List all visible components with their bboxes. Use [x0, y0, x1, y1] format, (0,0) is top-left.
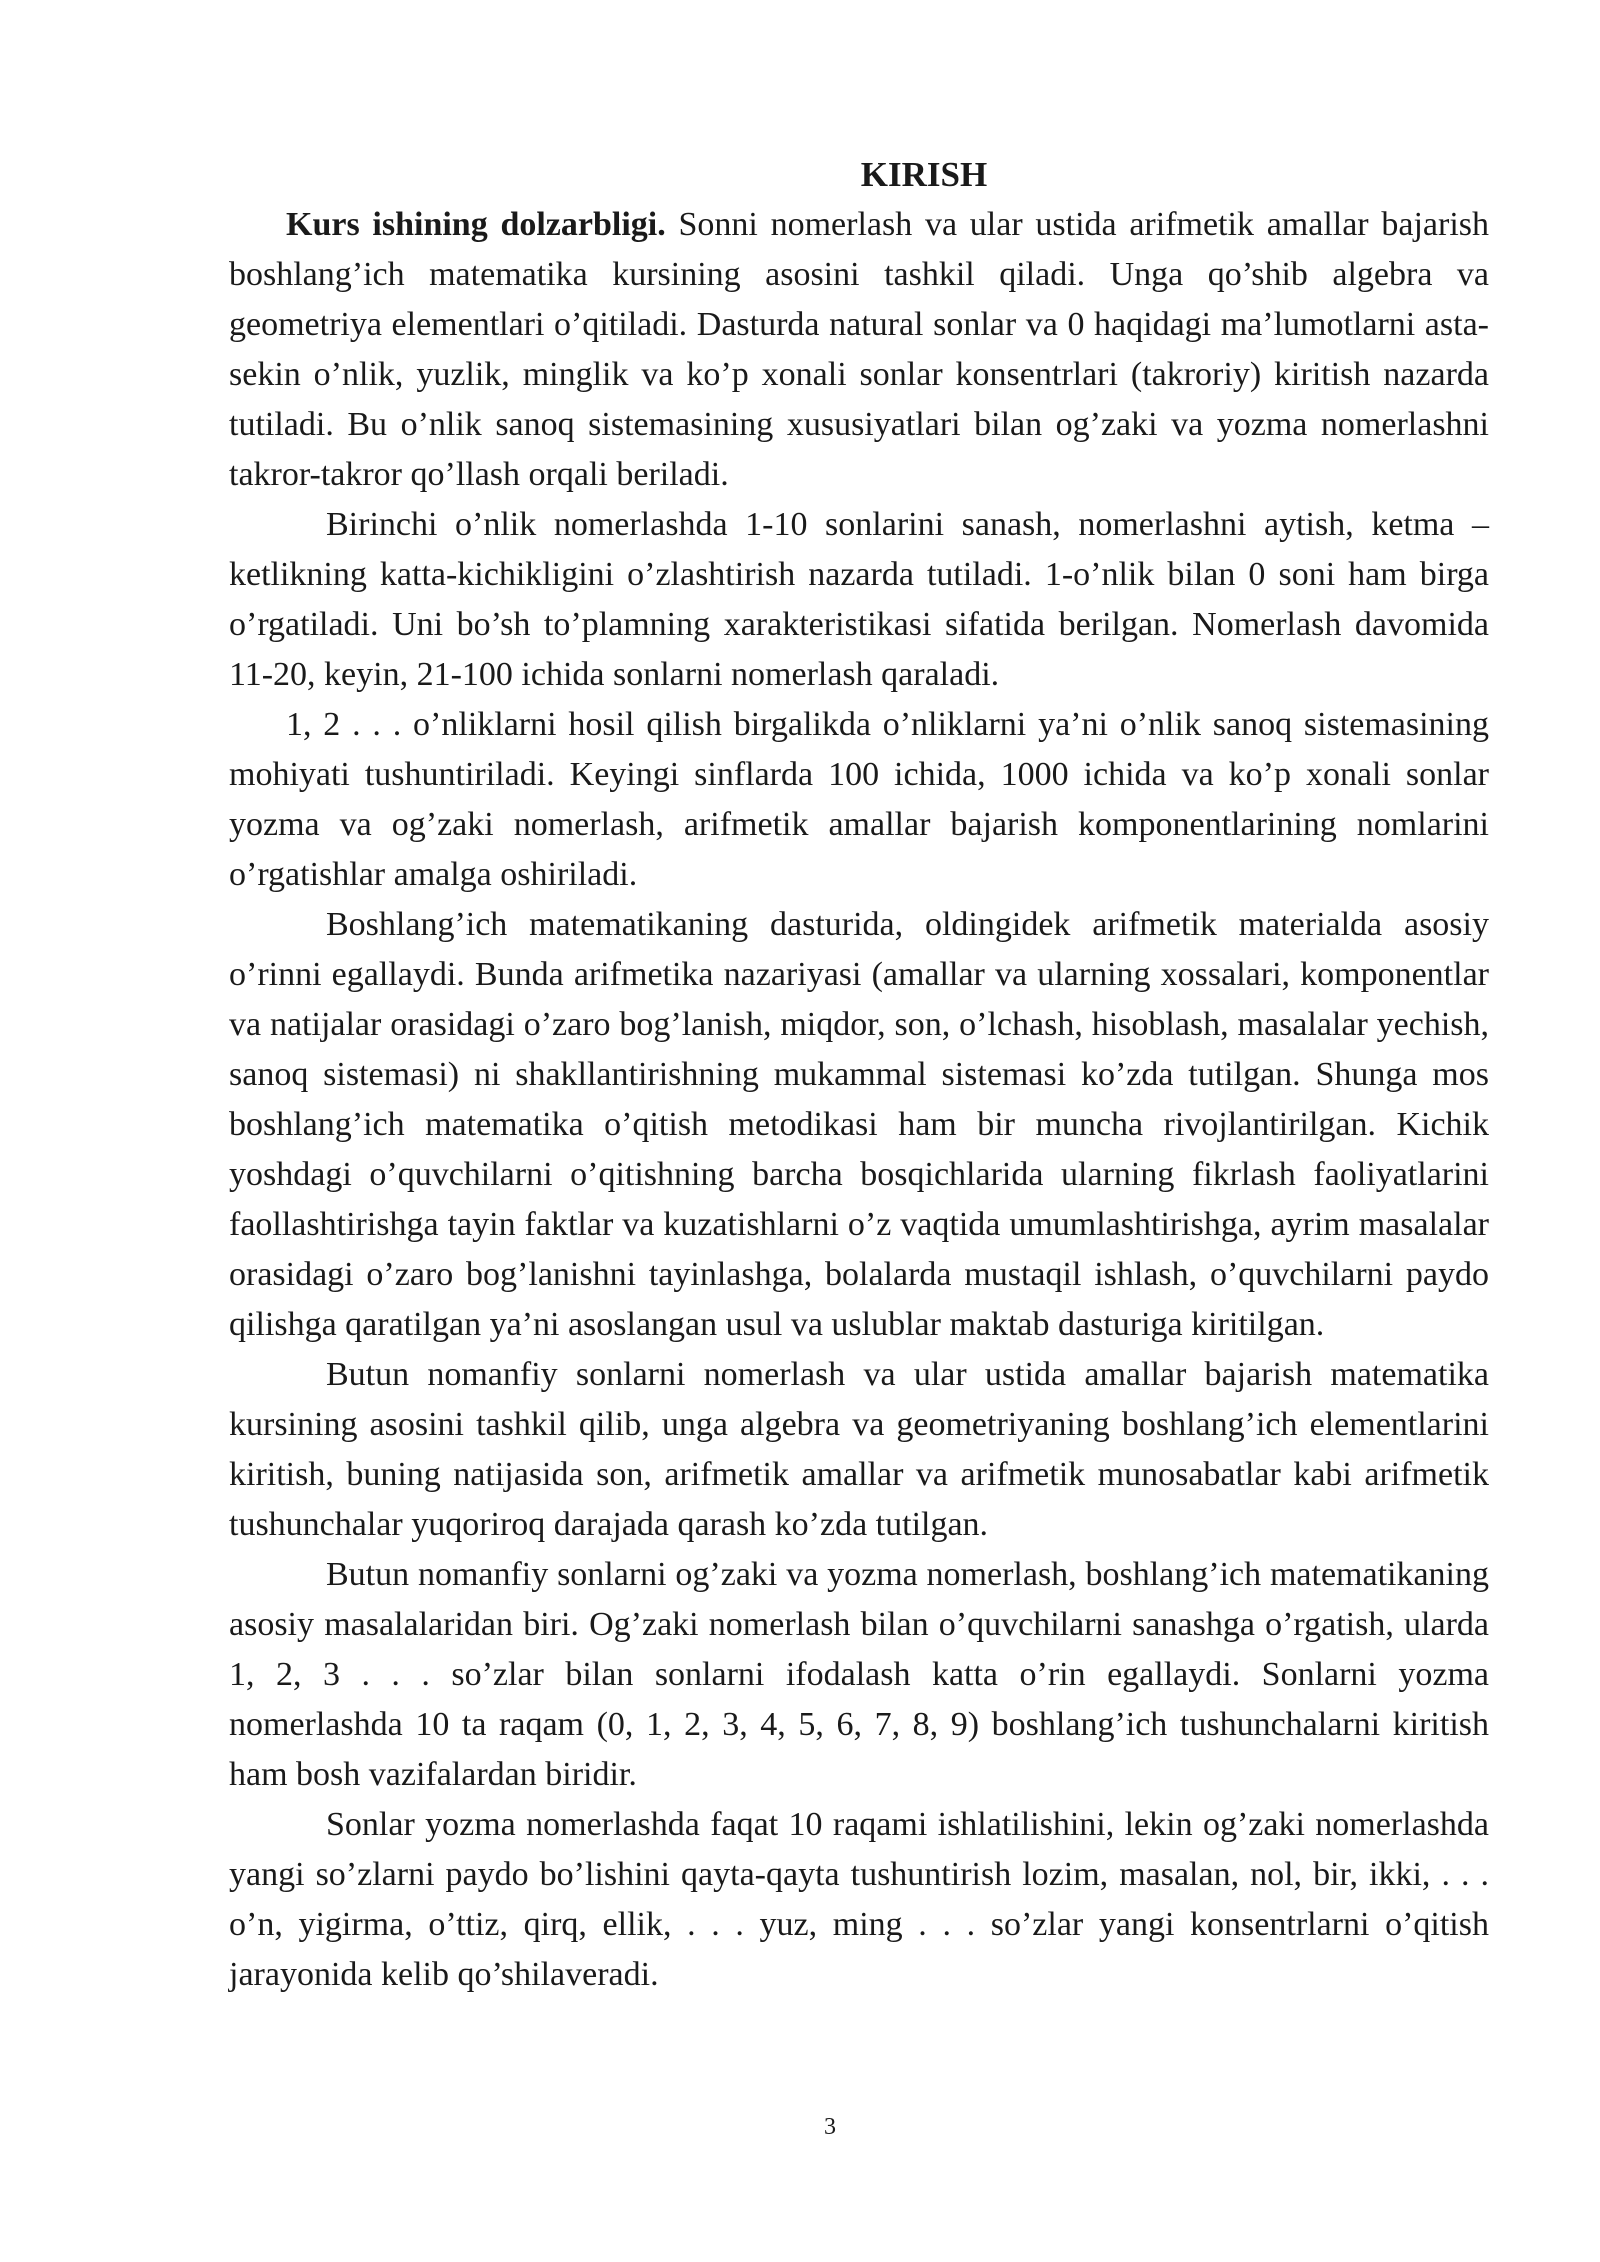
paragraph: Boshlang’ich matematikaning dasturida, oldingidek arifmetik materialda asosiy o’rinni egallaydi. Bunda arifmetika nazariyasi (amallar va ularning xossalari, komponentlar va natijalar orasidagi o’zaro bog’lanish, miqdor, son, o’lchash, hisoblash, masalalar yechish, sanoq sistemasi) ni shakllantirishning mukammal sistemasi ko’zda tutilgan. Shunga mos boshlang’ich matematika o’qitish metodikasi ham bir muncha rivojlantirilgan. Kichik yoshdagi o’quvchilarni o’qitishning barcha bosqichlarida ularning fikrlash faoliyatlarini faollashtirishga tayin faktlar va kuzatishlarni o’z vaqtida umumlashtirishga, ayrim masalalar orasidagi o’zaro bog’lanishni tayinlashga, bolalarda mustaqil ishlash, o’quvchilarni paydo qilishga qaratilgan ya’ni asoslangan usul va uslublar maktab dasturiga kiritilgan.: [229, 906, 1489, 1343]
document-page: [229, 150, 1489, 2000]
paragraph-lead: Kurs ishining dolzarbligi.: [286, 206, 666, 243]
paragraph-relevance: [229, 200, 1489, 500]
paragraph: Sonlar yozma nomerlashda faqat 10 raqami ishlatilishini, lekin og’zaki nomerlashda yangi so’zlarni paydo bo’lishini qayta-qayta tushuntirish lozim, masalan, nol, bir, ikki, . . . o’n, yigirma, o’ttiz, qirq, ellik, . . . yuz, ming . . . so’zlar yangi konsentrlarni o’qitish jarayonida kelib qo’shilaveradi.: [229, 1806, 1489, 1993]
page-title: KIRISH: [860, 155, 988, 194]
page-number: 3: [824, 2114, 836, 2140]
paragraph: 1, 2 . . . o’nliklarni hosil qilish birgalikda o’nliklarni ya’ni o’nlik sanoq sistemasining mohiyati tushuntiriladi. Keyingi sinflarda 100 ichida, 1000 ichida va ko’p xonali sonlar yozma va og’zaki nomerlash, arifmetik amallar bajarish komponentlarining nomlarini o’rgatishlar amalga oshiriladi.: [229, 706, 1489, 893]
paragraph: Butun nomanfiy sonlarni og’zaki va yozma nomerlash, boshlang’ich matematikaning asosiy masalalaridan biri. Og’zaki nomerlash bilan o’quvchilarni sanashga o’rgatish, ularda 1, 2, 3 . . . so’zlar bilan sonlarni ifodalash katta o’rin egallaydi. Sonlarni yozma nomerlashda 10 ta raqam (0, 1, 2, 3, 4, 5, 6, 7, 8, 9) boshlang’ich tushunchalarni kiritish ham bosh vazifalardan biridir.: [229, 1556, 1489, 1793]
paragraph: Birinchi o’nlik nomerlashda 1-10 sonlarini sanash, nomerlashni aytish, ketma – ketlikning katta-kichikligini o’zlashtirish nazarda tutiladi. 1-o’nlik bilan 0 soni ham birga o’rgatiladi. Uni bo’sh to’plamning xarakteristikasi sifatida berilgan. Nomerlash davomida 11-20, keyin, 21-100 ichida sonlarni nomerlash qaraladi.: [229, 506, 1489, 693]
paragraph-text: Sonni nomerlash va ular ustida arifmetik amallar bajarish boshlang’ich matematika kursining asosini tashkil qiladi. Unga qo’shib algebra va geometriya elementlari o’qitiladi. Dasturda natural sonlar va 0 haqidagi ma’lumotlarni asta-sekin o’nlik, yuzlik, minglik va ko’p xonali sonlar konsentrlari (takroriy) kiritish nazarda tutiladi. Bu o’nlik sanoq sistemasining xususiyatlari bilan og’zaki va yozma nomerlashni takror-takror qo’llash orqali beriladi.: [229, 206, 1489, 493]
paragraph: Butun nomanfiy sonlarni nomerlash va ular ustida amallar bajarish matematika kursining asosini tashkil qilib, unga algebra va geometriyaning boshlang’ich elementlarini kiritish, buning natijasida son, arifmetik amallar va arifmetik munosabatlar kabi arifmetik tushunchalar yuqoriroq darajada qarash ko’zda tutilgan.: [229, 1356, 1489, 1543]
